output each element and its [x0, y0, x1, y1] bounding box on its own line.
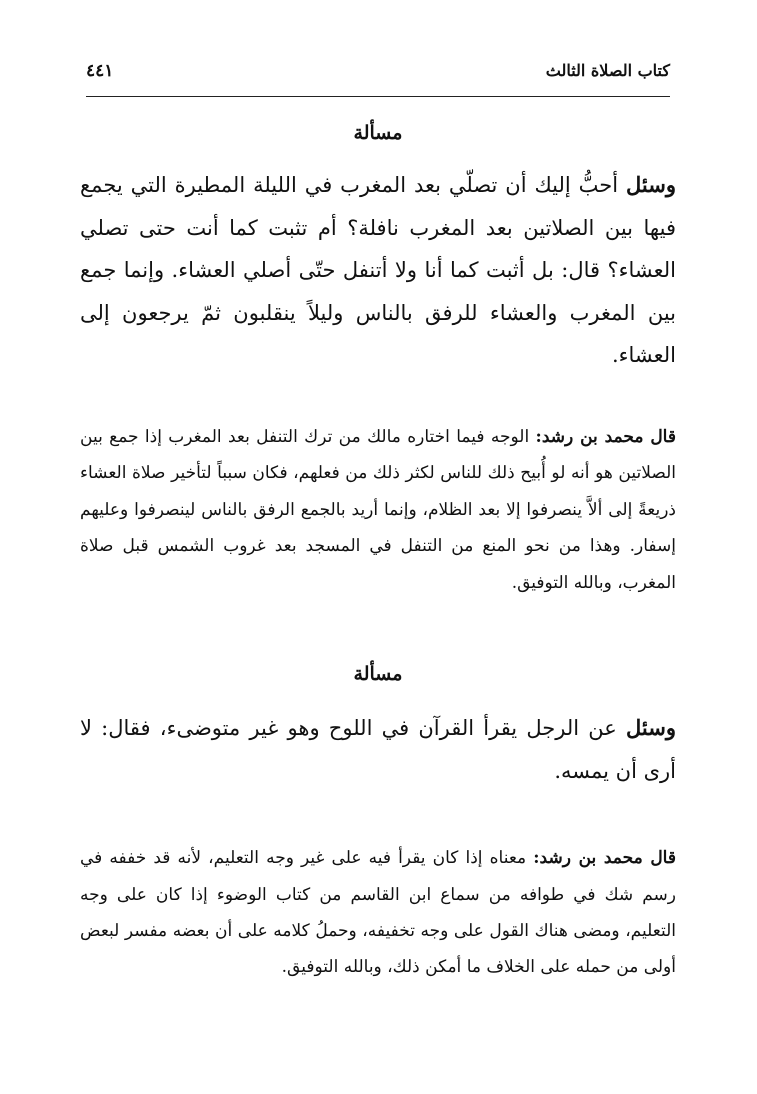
question-body: أحبُّ إليك أن تصلّي بعد المغرب في الليلة المطيرة التي يجمع فيها بين الصلاتين بعد المغرب نافلة؟ أم تثبت كما أنت حتى تصلي العشاء؟ قال: بل أثبت كما أنا ولا أتنفل حتّى أصلي العشاء. وإنما جمع بين المغرب والعشاء للرفق بالناس وليلاً ينقلبون ثمّ يرجعون إلى العشاء. — [80, 173, 676, 368]
commentary-lead: قال محمد بن رشد: — [533, 848, 676, 869]
commentary-paragraph — [80, 840, 676, 986]
page-body — [80, 110, 676, 986]
commentary-lead: قال محمد بن رشد: — [535, 426, 676, 447]
question-paragraph — [80, 164, 676, 377]
commentary-body: الوجه فيما اختاره مالك من ترك التنفل بعد المغرب إذا جمع بين الصلاتين هو أنه لو أُبيح ذلك للناس لكثر ذلك من فعلهم، فكان سبباً لتأخير صلاة العشاء ذريعةً إلى ألاَّ ينصرفوا إلا بعد الظلام، وإنما أريد بالجمع الرفق بالناس لينصرفوا وعليهم إسفار. وهذا من نحو المنع من التنفل في المسجد بعد غروب الشمس قبل صلاة المغرب، وبالله التوفيق. — [80, 426, 676, 593]
running-head — [86, 55, 670, 95]
running-title: كتاب الصلاة الثالث — [545, 61, 670, 80]
question-lead: وسئل — [626, 715, 676, 740]
question-paragraph — [80, 707, 676, 792]
section-heading: مسألة — [353, 122, 403, 144]
commentary-paragraph — [80, 419, 676, 601]
header-rule — [86, 96, 670, 97]
question-body: عن الرجل يقرأ القرآن في اللوح وهو غير متوضىء، فقال: لا أرى أن يمسه. — [80, 716, 676, 783]
page-number: ٤٤١ — [86, 61, 114, 81]
section-heading: مسألة — [353, 663, 403, 685]
question-lead: وسئل — [626, 172, 676, 197]
commentary-body: معناه إذا كان يقرأ فيه على غير وجه التعليم، لأنه قد خففه في رسم شك في طوافه من سماع ابن القاسم من كتاب الوضوء إذا كان على وجه التعليم، ومضى هناك القول على وجه تخفيفه، وحملُ كلامه على أن بعضه مفسر لبعض أولى من حمله على الخلاف ما أمكن ذلك، وبالله التوفيق. — [80, 848, 676, 978]
